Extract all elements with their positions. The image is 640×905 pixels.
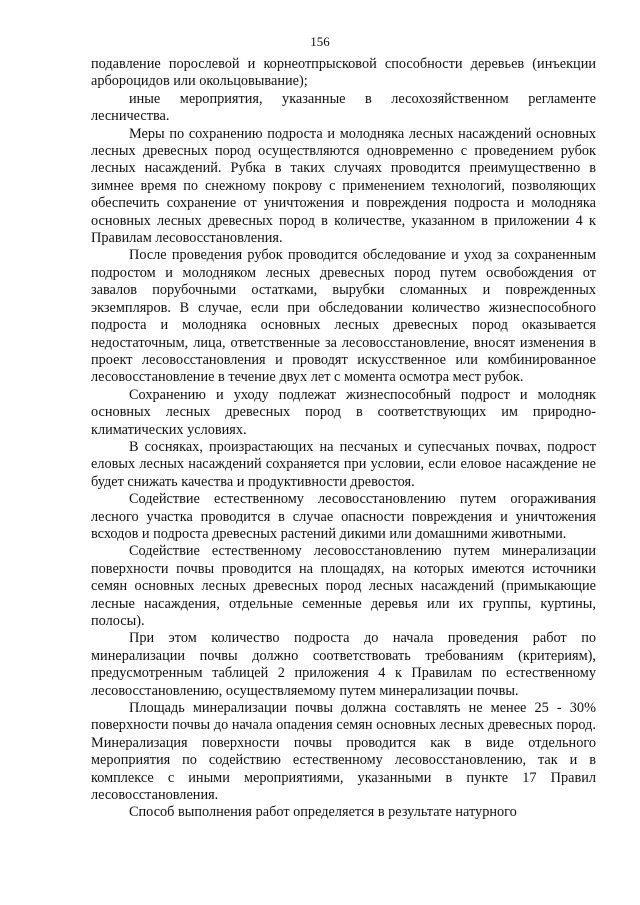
paragraph-4: После проведения рубок проводится обследование и уход за сохраненным подростом и молодняком лесных древесных пород путем освобождения от завалов порубочными остатками, вырубки сломанных и поврежденных экземпляров. В случае, если при обследовании количество жизнеспособного подроста и молодняка основных лесных древесных пород оказывается недостаточным, лица, ответственные за лесовосстановление, вносят изменения в проект лесовосстановления и проводят искусственное или комбинированное лесовосстановление в течение двух лет с момента осмотра мест рубок. (91, 247, 596, 386)
paragraph-5: Сохранению и уходу подлежат жизнеспособный подрост и молодняк основных лесных древесных пород в соответствующих им природно-климатических условиях. (91, 386, 596, 438)
paragraph-6: В сосняках, произрастающих на песчаных и супесчаных почвах, подрост еловых лесных насаждений сохраняется при условии, если еловое насаждение не будет снижать качества и продуктивности древостоя. (91, 438, 596, 490)
paragraph-9: При этом количество подроста до начала проведения работ по минерализации почвы должно соответствовать требованиям (критериям), предусмотренным таблицей 2 приложения 4 к Правилам по естественному лесовосстановлению, осуществляемому путем минерализации почвы. (91, 630, 596, 699)
paragraph-10: Площадь минерализации почвы должна составлять не менее 25 - 30% поверхности почвы до начала опадения семян основных лесных древесных пород. Минерализация поверхности почвы проводится как в виде отдельного мероприятия по содействию естественному лесовосстановлению, так и в комплексе с иными мероприятиями, указанными в пункте 17 Правил лесовосстановления. (91, 700, 596, 804)
paragraph-8: Содействие естественному лесовосстановлению путем минерализации поверхности почвы проводится на площадях, на которых имеются источники семян основных лесных древесных пород лесных насаждений (примыкающие лесные насаждения, отдельные семенные деревья или их группы, куртины, полосы). (91, 543, 596, 629)
page-number: 156 (310, 34, 330, 49)
paragraph-3: Меры по сохранению подроста и молодняка лесных насаждений основных лесных древесных пород осуществляются одновременно с проведением рубок лесных насаждений. Рубка в таких случаях проводится преимущественно в зимнее время по снежному покрову с применением технологий, позволяющих обеспечить сохранение от уничтожения и повреждения подроста и молодняка основных лесных древесных пород в количестве, указанном в приложении 4 к Правилам лесовосстановления. (91, 125, 596, 247)
paragraph-11: Способ выполнения работ определяется в результате натурного (129, 804, 517, 821)
paragraph-1: подавление порослевой и корнеотпрысковой способности деревьев (инъекции арбороцидов или окольцовывание); (91, 56, 596, 90)
document-body (91, 56, 596, 822)
paragraph-7: Содействие естественному лесовосстановлению путем огораживания лесного участка проводится в случае опасности повреждения и уничтожения всходов и подроста древесных растений дикими или домашними животными. (91, 491, 596, 542)
paragraph-2: иные мероприятия, указанные в лесохозяйственном регламенте лесничества. (91, 90, 596, 125)
